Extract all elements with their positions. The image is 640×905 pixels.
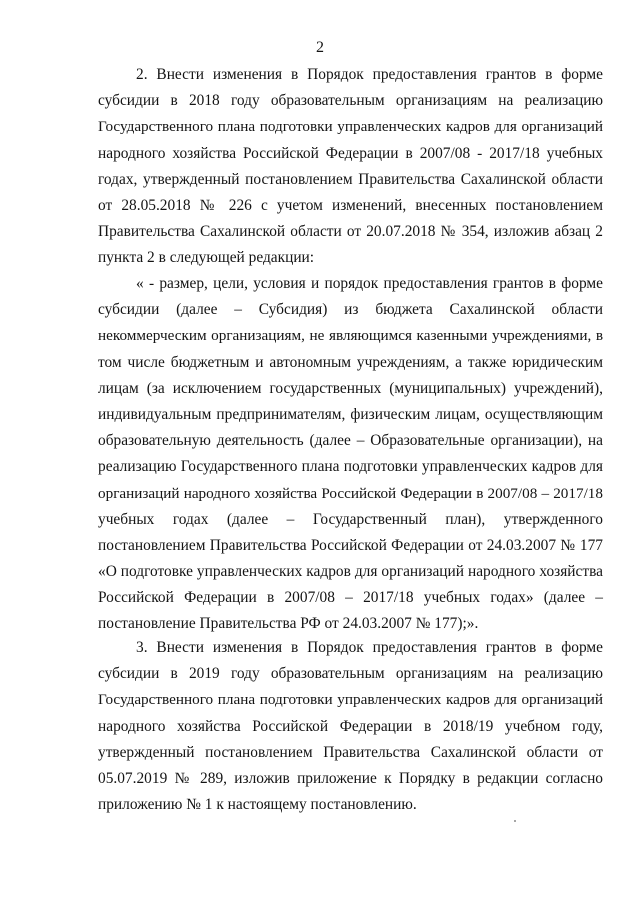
text-line: годах, утвержденный постановлением Правительства Сахалинской области xyxy=(98,170,603,188)
text-line: « - размер, цели, условия и порядок предоставления грантов в форме xyxy=(136,275,603,292)
text-line: Правительства Сахалинской области от 20.07.2018 № 354, изложив абзац 2 xyxy=(98,223,603,241)
text-line: пункта 2 в следующей редакции: xyxy=(98,249,315,267)
text-line: от 28.05.2018 № 226 с учетом изменений, внесенных постановлением xyxy=(98,196,603,214)
text-line: 3. Внести изменения в Порядок предоставления грантов в форме xyxy=(136,639,603,656)
text-line: субсидии в 2018 году образовательным организациям на реализацию xyxy=(98,92,603,110)
scan-speck xyxy=(514,820,516,822)
text-line: «О подготовке управленческих кадров для организаций народного хозяйства xyxy=(98,563,603,581)
text-line: реализацию Государственного плана подготовки управленческих кадров для xyxy=(98,458,603,476)
text-line: постановлением Правительства Российской Федерации от 24.03.2007 № 177 xyxy=(98,536,603,554)
text-line: образовательную деятельность (далее – Образовательные организации), на xyxy=(98,432,603,450)
text-line: народного хозяйства Российской Федерации в 2007/08 - 2017/18 учебных xyxy=(98,144,603,162)
text-line: субсидии в 2019 году образовательным организациям на реализацию xyxy=(98,665,603,683)
text-line: приложению № 1 к настоящему постановлению. xyxy=(98,796,417,814)
text-line: Российской Федерации в 2007/08 – 2017/18 учебных годах» (далее – xyxy=(98,589,603,607)
text-line: некоммерческим организациям, не являющимся казенными учреждениями, в xyxy=(98,327,603,345)
text-line: индивидуальным предпринимателям, физическим лицам, осуществляющим xyxy=(98,405,603,423)
text-line: лицам (за исключением государственных (муниципальных) учреждений), xyxy=(98,379,603,397)
text-line: 05.07.2019 № 289, изложив приложение к Порядку в редакции согласно xyxy=(98,769,603,787)
paragraph-amendment-2 xyxy=(98,62,603,272)
text-line: Государственного плана подготовки управленческих кадров для организаций xyxy=(98,118,603,136)
text-line: том числе бюджетным и автономным учреждениям, а также юридическим xyxy=(98,353,603,371)
text-line: учебных годах (далее – Государственный план), утвержденного xyxy=(98,510,603,528)
text-line: постановление Правительства РФ от 24.03.2007 № 177);». xyxy=(98,615,479,633)
text-line: 2. Внести изменения в Порядок предоставления грантов в форме xyxy=(136,66,603,83)
text-line: народного хозяйства Российской Федерации в 2018/19 учебном году, xyxy=(98,717,603,735)
text-line: Государственного плана подготовки управленческих кадров для организаций xyxy=(98,691,603,709)
paragraph-quoted-text xyxy=(98,271,603,638)
text-line: утвержденный постановлением Правительства Сахалинской области от xyxy=(98,743,603,761)
text-line: организаций народного хозяйства Российской Федерации в 2007/08 – 2017/18 xyxy=(98,484,603,502)
page-number: 2 xyxy=(316,39,324,56)
paragraph-amendment-3 xyxy=(98,635,603,818)
text-line: субсидии (далее – Субсидия) из бюджета Сахалинской области xyxy=(98,301,603,319)
